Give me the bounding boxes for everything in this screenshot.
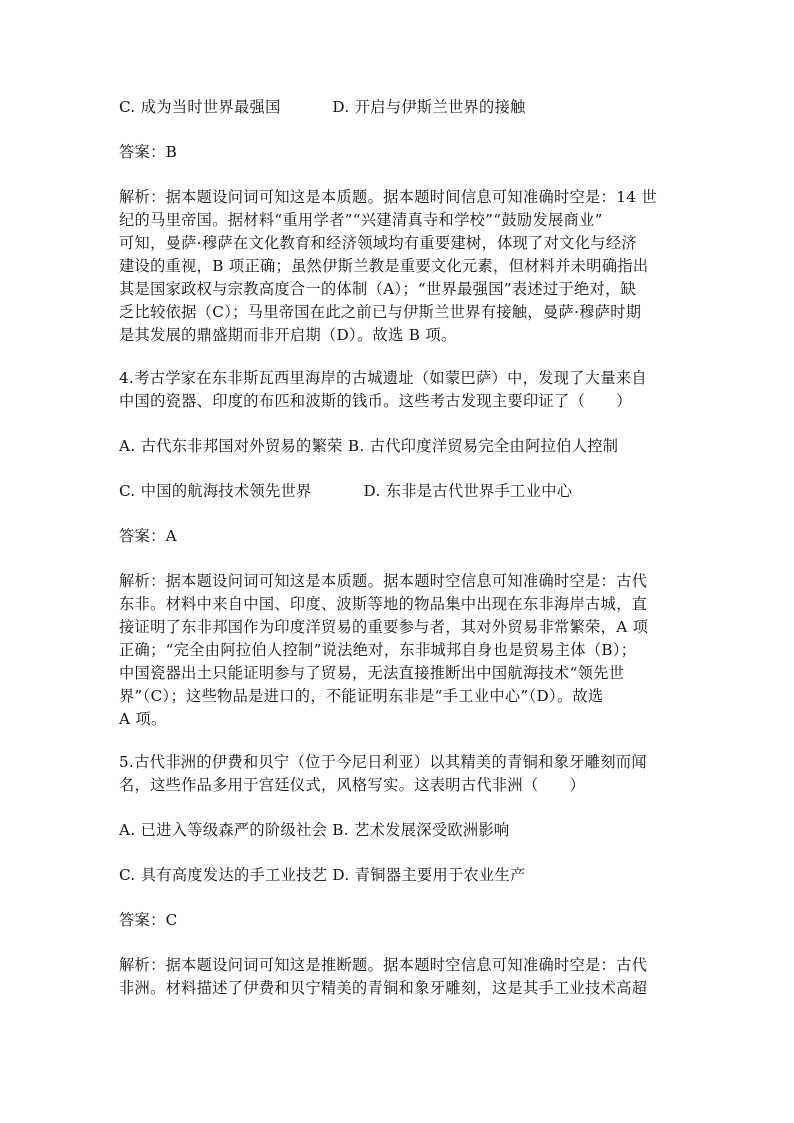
q4-stem (119, 367, 679, 413)
q3-analysis-line: 纪的马里帝国。据材料“重用学者”“兴建清真寺和学校”“鼓励发展商业” (119, 211, 603, 229)
q5-analysis-line: 解析：据本题设问词可知这是推断题。据本题时空信息可知准确时空是：古代 (119, 956, 648, 974)
q5-stem-line: 名，这些作品多用于宫廷仪式，风格写实。这表明古代非洲（ ） (119, 776, 586, 794)
q4-analysis-line: 中国瓷器出土只能证明参与了贸易，无法直接推断出中国航海技术“领先世 (119, 664, 625, 682)
q5-stem-line: 5.古代非洲的伊费和贝宁（位于今尼日利亚）以其精美的青铜和象牙雕刻而闻 (119, 753, 647, 771)
q4-analysis-line: 正确；“完全由阿拉伯人控制”说法绝对，东非城邦自身也是贸易主体（B）； (119, 641, 637, 659)
q5-analysis (119, 954, 679, 1000)
document-page (119, 96, 679, 1000)
q4-answer: 答案：A (119, 527, 177, 545)
q3-options-cd: C. 成为当时世界最强国 D. 开启与伊斯兰世界的接触 (119, 98, 526, 116)
q3-analysis-line: 建设的重视，B 项正确；虽然伊斯兰教是重要文化元素，但材料并未明确指出 (119, 257, 649, 275)
q3-analysis (119, 186, 679, 347)
q3-analysis-line: 其是国家政权与宗教高度合一的体制（A）；“世界最强国”表述过于绝对，缺 (119, 280, 637, 298)
q5-options-cd: C. 具有高度发达的手工业技艺 D. 青铜器主要用于农业生产 (119, 866, 526, 884)
q4-options-cd: C. 中国的航海技术领先世界 D. 东非是古代世界手工业中心 (119, 482, 573, 500)
q4-options-ab: A. 古代东非邦国对外贸易的繁荣 B. 古代印度洋贸易完全由阿拉伯人控制 (119, 437, 619, 455)
q3-answer: 答案：B (119, 143, 178, 161)
q4-analysis-line: 解析：据本题设问词可知这是本质题。据本题时空信息可知准确时空是：古代 (119, 572, 648, 590)
q5-options-ab: A. 已进入等级森严的阶级社会 B. 艺术发展深受欧洲影响 (119, 821, 510, 839)
q4-analysis-line: 接证明了东非邦国作为印度洋贸易的重要参与者，其对外贸易非常繁荣，A 项 (119, 618, 649, 636)
q5-analysis-line: 非洲。材料描述了伊费和贝宁精美的青铜和象牙雕刻，这是其手工业技术高超 (119, 979, 648, 997)
q4-stem-line: 4.考古学家在东非斯瓦西里海岸的古城遗址（如蒙巴萨）中，发现了大量来自 (119, 369, 647, 387)
q5-stem (119, 751, 679, 797)
q4-analysis-line: 界”（C）；这些物品是进口的，不能证明东非是“手工业中心”（D）。故选 (119, 687, 604, 705)
q4-analysis-line: A 项。 (119, 710, 167, 728)
q3-analysis-line: 解析：据本题设问词可知这是本质题。据本题时间信息可知准确时空是：14 世 (119, 188, 657, 206)
q3-analysis-line: 可知，曼萨·穆萨在文化教育和经济领域均有重要建树，体现了对文化与经济 (119, 234, 637, 252)
q3-analysis-line: 是其发展的鼎盛期而非开启期（D）。故选 B 项。 (119, 326, 457, 344)
q4-stem-line: 中国的瓷器、印度的布匹和波斯的钱币。这些考古发现主要印证了（ ） (119, 392, 632, 410)
q4-analysis (119, 570, 679, 731)
q5-answer: 答案：C (119, 911, 178, 929)
q4-analysis-line: 东非。材料中来自中国、印度、波斯等地的物品集中出现在东非海岸古城，直 (119, 595, 648, 613)
q3-analysis-line: 乏比较依据（C）；马里帝国在此之前已与伊斯兰世界有接触，曼萨·穆萨时期 (119, 303, 642, 321)
